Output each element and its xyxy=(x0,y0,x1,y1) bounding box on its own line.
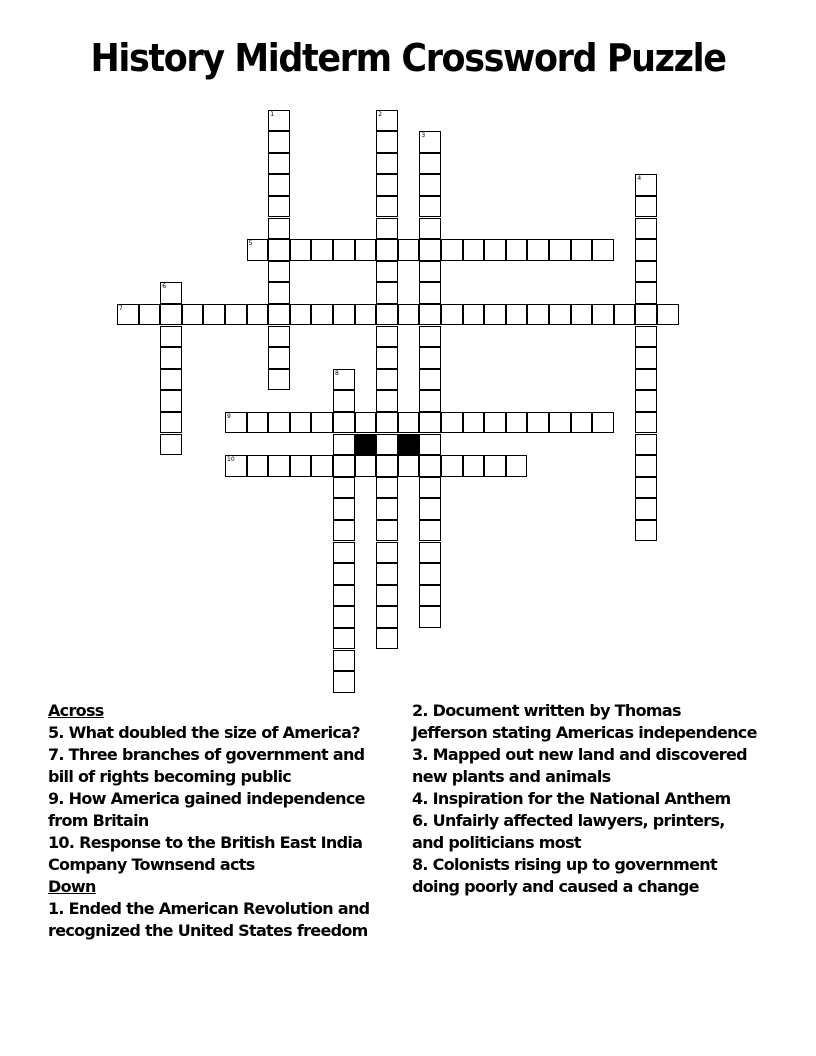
grid-cell[interactable] xyxy=(376,520,398,542)
grid-cell[interactable] xyxy=(376,239,398,261)
grid-cell[interactable] xyxy=(635,196,657,218)
grid-cell[interactable] xyxy=(333,369,355,391)
grid-cell[interactable] xyxy=(419,369,441,391)
grid-cell[interactable] xyxy=(419,542,441,564)
grid-cell[interactable] xyxy=(268,218,290,240)
clue-section-heading: Across xyxy=(48,701,104,720)
grid-cell[interactable] xyxy=(333,434,355,456)
grid-cell[interactable] xyxy=(484,455,506,477)
grid-cell[interactable] xyxy=(506,455,528,477)
grid-cell[interactable] xyxy=(160,304,182,326)
grid-cell[interactable] xyxy=(635,347,657,369)
grid-cell[interactable] xyxy=(419,563,441,585)
grid-cell[interactable] xyxy=(398,455,420,477)
grid-cell[interactable] xyxy=(268,455,290,477)
grid-cell[interactable] xyxy=(527,239,549,261)
grid-cell[interactable] xyxy=(592,304,614,326)
grid-cell[interactable] xyxy=(376,542,398,564)
grid-cell[interactable] xyxy=(635,498,657,520)
grid-cell[interactable] xyxy=(376,498,398,520)
grid-cell[interactable] xyxy=(333,477,355,499)
grid-cell[interactable] xyxy=(160,390,182,412)
clue-number: 3. xyxy=(412,745,428,764)
grid-cell[interactable] xyxy=(635,282,657,304)
grid-cell[interactable] xyxy=(376,563,398,585)
grid-cell[interactable] xyxy=(333,628,355,650)
grid-cell[interactable] xyxy=(419,239,441,261)
page-title: History Midterm Crossword Puzzle xyxy=(90,36,726,80)
grid-cell[interactable] xyxy=(419,218,441,240)
grid-cell[interactable] xyxy=(549,239,571,261)
grid-cell[interactable] xyxy=(398,304,420,326)
grid-cell[interactable] xyxy=(290,239,312,261)
grid-cell[interactable] xyxy=(549,412,571,434)
grid-cell[interactable] xyxy=(419,196,441,218)
grid-cell[interactable] xyxy=(419,153,441,175)
clue-text: Inspiration for the National Anthem xyxy=(427,789,731,808)
clue-text: Document written by Thomas Jefferson stating Americas independence xyxy=(412,701,757,742)
clue-number: 7. xyxy=(48,745,64,764)
clue-number: 9. xyxy=(48,789,64,808)
clue-number: 5. xyxy=(48,723,64,742)
grid-cell[interactable] xyxy=(635,477,657,499)
grid-cell[interactable] xyxy=(247,412,269,434)
grid-cell[interactable] xyxy=(376,326,398,348)
grid-cell[interactable] xyxy=(635,390,657,412)
grid-cell[interactable] xyxy=(463,455,485,477)
grid-cell[interactable] xyxy=(355,455,377,477)
grid-cell[interactable] xyxy=(419,412,441,434)
grid-cell[interactable] xyxy=(268,412,290,434)
clue-number-label: 8 xyxy=(335,369,339,377)
grid-cell[interactable] xyxy=(355,304,377,326)
grid-cell[interactable] xyxy=(160,369,182,391)
grid-cell[interactable] xyxy=(160,347,182,369)
grid-cell[interactable] xyxy=(376,261,398,283)
grid-cell[interactable] xyxy=(571,239,593,261)
clue-number-label: 2 xyxy=(378,110,383,118)
grid-cell[interactable] xyxy=(419,606,441,628)
clue-text: Colonists rising up to government doing poorly and caused a change xyxy=(412,855,717,896)
grid-cell[interactable] xyxy=(398,239,420,261)
grid-cell[interactable] xyxy=(635,326,657,348)
grid-cell[interactable] xyxy=(506,239,528,261)
grid-cell[interactable] xyxy=(268,326,290,348)
clue-number: 2. xyxy=(412,701,428,720)
grid-cell[interactable] xyxy=(419,520,441,542)
grid-cell[interactable] xyxy=(355,239,377,261)
clue-number: 1. xyxy=(48,899,64,918)
grid-cell[interactable] xyxy=(376,304,398,326)
grid-cell[interactable] xyxy=(160,326,182,348)
clue-text: What doubled the size of America? xyxy=(63,723,360,742)
clue-number-label: 1 xyxy=(270,110,275,118)
grid-cell[interactable] xyxy=(160,412,182,434)
clue-item xyxy=(412,810,757,854)
grid-cell[interactable] xyxy=(419,261,441,283)
grid-cell[interactable] xyxy=(376,110,398,132)
grid-cell[interactable] xyxy=(635,174,657,196)
clue-item xyxy=(412,788,757,810)
clue-text: Unfairly affected lawyers, printers, and politicians most xyxy=(412,811,725,852)
grid-cell[interactable] xyxy=(419,282,441,304)
grid-cell[interactable] xyxy=(376,153,398,175)
grid-cell[interactable] xyxy=(333,563,355,585)
grid-cell[interactable] xyxy=(311,455,333,477)
clue-number-label: 10 xyxy=(227,456,235,464)
grid-cell[interactable] xyxy=(527,304,549,326)
grid-cell[interactable] xyxy=(635,520,657,542)
clue-number-label: 7 xyxy=(119,304,123,312)
grid-cell[interactable] xyxy=(527,412,549,434)
clue-number-label: 5 xyxy=(248,240,253,248)
clues-column-left xyxy=(48,700,393,942)
grid-cell[interactable] xyxy=(268,174,290,196)
grid-cell[interactable] xyxy=(290,412,312,434)
grid-cell[interactable] xyxy=(376,606,398,628)
clue-number: 4. xyxy=(412,789,428,808)
grid-cell[interactable] xyxy=(333,239,355,261)
grid-cell[interactable] xyxy=(506,304,528,326)
grid-cell[interactable] xyxy=(355,412,377,434)
grid-cell[interactable] xyxy=(635,218,657,240)
grid-cell[interactable] xyxy=(268,110,290,132)
grid-cell[interactable] xyxy=(268,239,290,261)
grid-cell[interactable] xyxy=(463,412,485,434)
grid-cell[interactable] xyxy=(419,131,441,153)
grid-cell[interactable] xyxy=(268,153,290,175)
grid-cell[interactable] xyxy=(333,520,355,542)
grid-cell[interactable] xyxy=(117,304,139,326)
grid-cell[interactable] xyxy=(290,304,312,326)
grid-cell[interactable] xyxy=(441,239,463,261)
grid-cell[interactable] xyxy=(333,542,355,564)
clue-item xyxy=(48,898,393,942)
grid-cell[interactable] xyxy=(268,369,290,391)
grid-cell[interactable] xyxy=(203,304,225,326)
grid-cell[interactable] xyxy=(571,304,593,326)
clue-text: Ended the American Revolution and recognized the United States freedom xyxy=(48,899,370,940)
grid-cell[interactable] xyxy=(635,434,657,456)
clue-number: 6. xyxy=(412,811,428,830)
clue-text: Three branches of government and bill of rights becoming public xyxy=(48,745,365,786)
grid-cell[interactable] xyxy=(549,304,571,326)
grid-cell[interactable] xyxy=(635,412,657,434)
grid-cell[interactable] xyxy=(333,304,355,326)
grid-cell[interactable] xyxy=(376,455,398,477)
grid-cell[interactable] xyxy=(160,434,182,456)
grid-cell[interactable] xyxy=(398,412,420,434)
grid-cell[interactable] xyxy=(333,412,355,434)
clue-item xyxy=(48,832,393,876)
grid-cell[interactable] xyxy=(571,412,593,434)
grid-cell[interactable] xyxy=(635,369,657,391)
grid-cell[interactable] xyxy=(376,347,398,369)
grid-cell[interactable] xyxy=(376,282,398,304)
grid-cell[interactable] xyxy=(463,304,485,326)
grid-cell[interactable] xyxy=(376,369,398,391)
grid-cell[interactable] xyxy=(290,455,312,477)
clue-text: How America gained independence from Britain xyxy=(48,789,365,830)
clue-number-label: 3 xyxy=(421,132,426,140)
grid-cell[interactable] xyxy=(635,304,657,326)
clue-item xyxy=(48,744,393,788)
grid-cell[interactable] xyxy=(376,196,398,218)
grid-cell[interactable] xyxy=(506,412,528,434)
grid-cell[interactable] xyxy=(463,239,485,261)
grid-cell[interactable] xyxy=(247,239,269,261)
clue-item xyxy=(412,854,757,898)
grid-cell[interactable] xyxy=(441,455,463,477)
clue-item xyxy=(48,722,393,744)
grid-cell[interactable] xyxy=(614,304,636,326)
clue-item xyxy=(48,788,393,832)
grid-cell[interactable] xyxy=(419,477,441,499)
grid-cell[interactable] xyxy=(419,347,441,369)
grid-cell[interactable] xyxy=(247,455,269,477)
grid-cell[interactable] xyxy=(635,261,657,283)
grid-cell[interactable] xyxy=(635,455,657,477)
grid-cell[interactable] xyxy=(592,239,614,261)
grid-cell[interactable] xyxy=(268,131,290,153)
grid-cell[interactable] xyxy=(376,434,398,456)
clue-text: Mapped out new land and discovered new plants and animals xyxy=(412,745,747,786)
grid-cell[interactable] xyxy=(376,477,398,499)
grid-cell[interactable] xyxy=(311,239,333,261)
grid-cell[interactable] xyxy=(268,282,290,304)
grid-cell[interactable] xyxy=(182,304,204,326)
grid-cell[interactable] xyxy=(419,326,441,348)
clue-section-heading: Down xyxy=(48,877,96,896)
grid-cell[interactable] xyxy=(333,650,355,672)
clue-number-label: 4 xyxy=(637,175,642,183)
grid-cell[interactable] xyxy=(657,304,679,326)
grid-cell[interactable] xyxy=(441,412,463,434)
grid-cell[interactable] xyxy=(635,239,657,261)
clue-item xyxy=(412,744,757,788)
grid-cell[interactable] xyxy=(333,671,355,693)
clue-number-label: 6 xyxy=(162,283,167,291)
grid-cell[interactable] xyxy=(311,412,333,434)
grid-cell[interactable] xyxy=(484,304,506,326)
clue-text: Response to the British East India Company Townsend acts xyxy=(48,833,363,874)
clue-number: 8. xyxy=(412,855,428,874)
grid-cell[interactable] xyxy=(225,412,247,434)
grid-cell[interactable] xyxy=(139,304,161,326)
clues-column-right xyxy=(412,700,757,898)
grid-cell[interactable] xyxy=(333,498,355,520)
grid-cell[interactable] xyxy=(419,434,441,456)
grid-cell[interactable] xyxy=(333,585,355,607)
grid-cell[interactable] xyxy=(333,606,355,628)
grid-cell[interactable] xyxy=(376,628,398,650)
grid-cell[interactable] xyxy=(376,390,398,412)
grid-cell[interactable] xyxy=(376,131,398,153)
grid-cell[interactable] xyxy=(268,261,290,283)
clue-number-label: 9 xyxy=(227,412,231,420)
grid-cell[interactable] xyxy=(376,412,398,434)
grid-cell[interactable] xyxy=(441,304,463,326)
grid-cell[interactable] xyxy=(333,390,355,412)
clue-item xyxy=(412,700,757,744)
grid-cell[interactable] xyxy=(268,347,290,369)
grid-cell[interactable] xyxy=(376,218,398,240)
grid-cell[interactable] xyxy=(419,585,441,607)
grid-cell[interactable] xyxy=(419,455,441,477)
grid-cell[interactable] xyxy=(268,304,290,326)
grid-cell[interactable] xyxy=(225,304,247,326)
grid-cell[interactable] xyxy=(419,498,441,520)
clue-number: 10. xyxy=(48,833,75,852)
grid-cell[interactable] xyxy=(419,304,441,326)
grid-cell[interactable] xyxy=(376,585,398,607)
grid-cell-blocked xyxy=(355,434,377,456)
grid-cell[interactable] xyxy=(333,455,355,477)
grid-cell[interactable] xyxy=(376,174,398,196)
grid-cell[interactable] xyxy=(484,239,506,261)
grid-cell[interactable] xyxy=(268,196,290,218)
grid-cell[interactable] xyxy=(160,282,182,304)
grid-cell-blocked xyxy=(398,434,420,456)
grid-cell[interactable] xyxy=(484,412,506,434)
grid-cell[interactable] xyxy=(592,412,614,434)
grid-cell[interactable] xyxy=(419,174,441,196)
grid-cell[interactable] xyxy=(311,304,333,326)
grid-cell[interactable] xyxy=(225,455,247,477)
grid-cell[interactable] xyxy=(247,304,269,326)
grid-cell[interactable] xyxy=(419,390,441,412)
